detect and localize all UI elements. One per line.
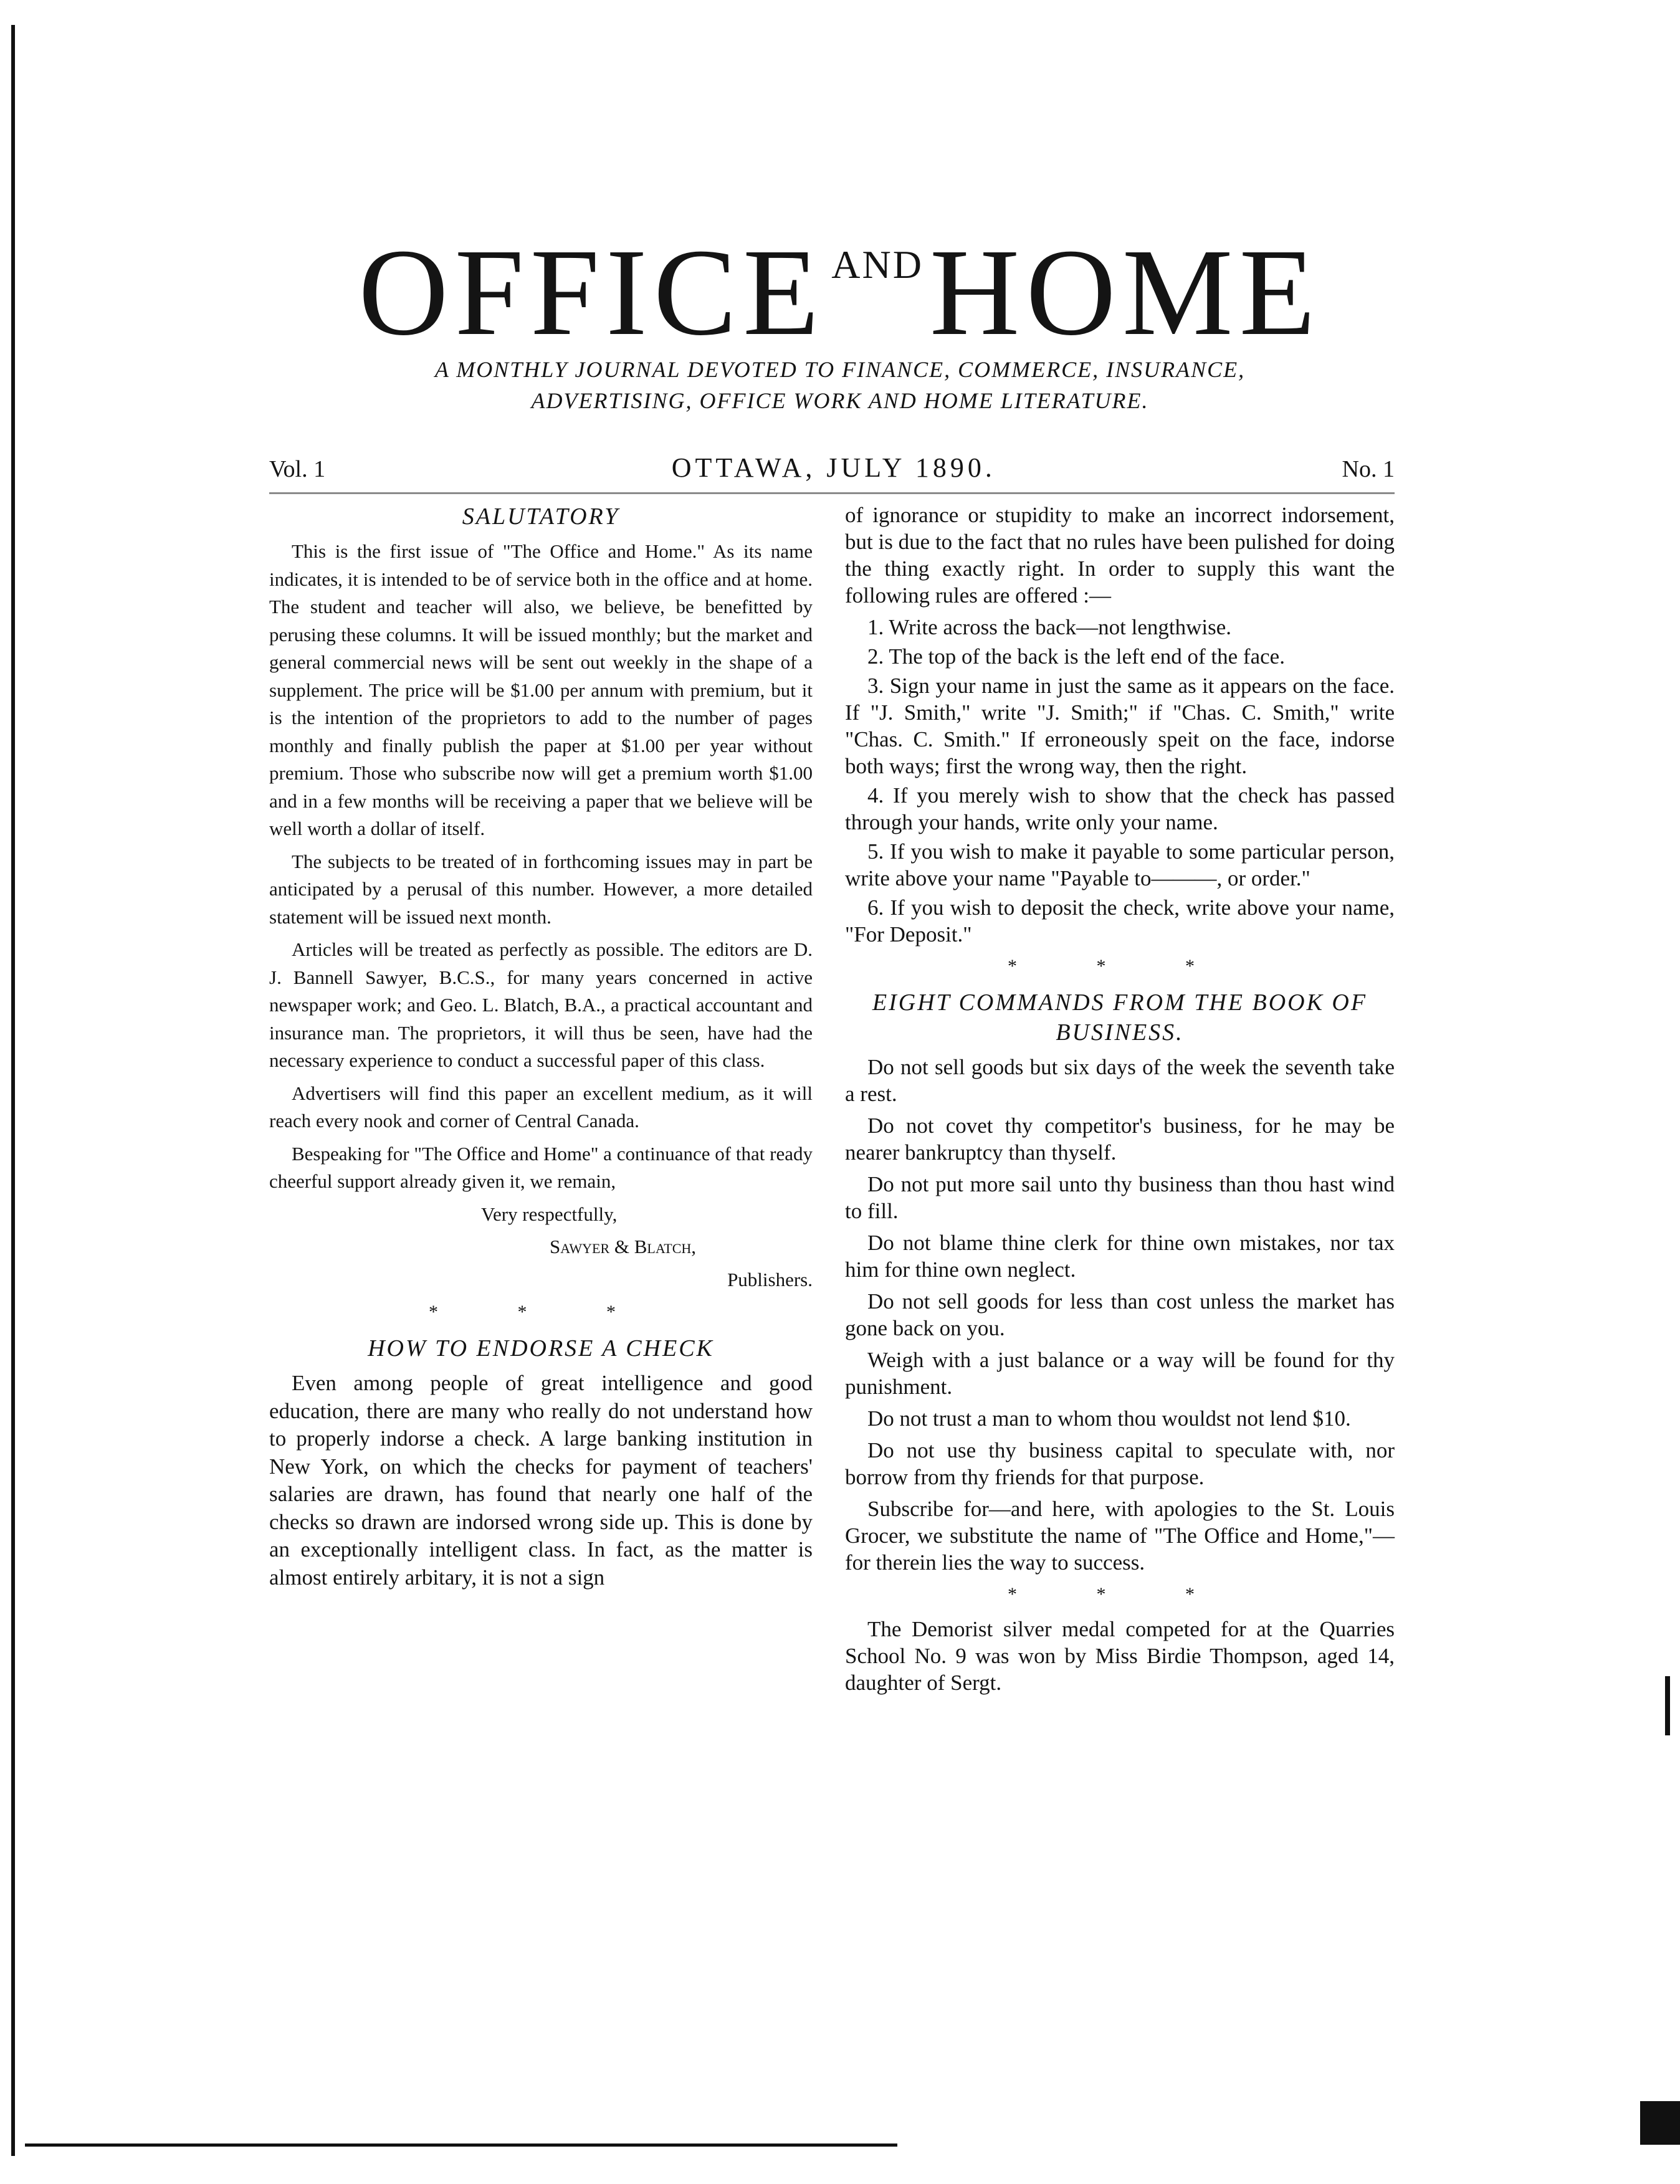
- issue-line: [269, 452, 1395, 484]
- section-separator: * * *: [429, 1302, 653, 1322]
- signature-title: Publishers.: [727, 1268, 813, 1290]
- command-4: Do not blame thine clerk for thine own mistakes, nor tax him for thine own neglect.: [845, 1231, 1395, 1282]
- number-label: No. 1: [1342, 456, 1395, 482]
- demorest-paragraph: The Demorist silver medal competed for at the Quarries School No. 9 was won by Miss Birdie Thompson, aged 14, daughter of Sergt.: [845, 1617, 1395, 1695]
- salutatory-paragraph-5: Bespeaking for "The Office and Home" a continuance of that ready cheerful support already given it, we remain,: [269, 1142, 813, 1192]
- scan-block-bottom-right: [1640, 2101, 1680, 2145]
- commands-heading: EIGHT COMMANDS FROM THE BOOK OF BUSINESS.: [872, 989, 1368, 1046]
- section-separator: * * *: [1008, 956, 1232, 976]
- title-office: OFFICE: [358, 224, 826, 361]
- signature-names: Sawyer & Blatch,: [550, 1236, 697, 1257]
- command-5: Do not sell goods for less than cost unless the market has gone back on you.: [845, 1289, 1395, 1340]
- subtitle-line-1: A MONTHLY JOURNAL DEVOTED TO FINANCE, COMMERCE, INSURANCE,: [434, 357, 1246, 382]
- endorse-rule-3: 3. Sign your name in just the same as it appears on the face. If "J. Smith," write "J. Smith;" if "Chas. C. Smith," write "Chas. C. Smith." If erroneously speit on the face, indorse both ways; first the wrong way, then the right.: [845, 674, 1395, 778]
- volume-label: Vol. 1: [269, 456, 326, 482]
- command-1: Do not sell goods but six days of the week the seventh take a rest.: [845, 1055, 1395, 1106]
- endorse-rule-1: 1. Write across the back—not lengthwise.: [867, 615, 1232, 639]
- command-8: Do not use thy business capital to speculate with, nor borrow from thy friends for that purpose.: [845, 1438, 1395, 1489]
- salutatory-paragraph-3: Articles will be treated as perfectly as possible. The editors are D. J. Bannell Sawyer, B.C.S., for many years concerned in active newspaper work; and Geo. L. Blatch, B.A., a practical accountant and insurance man. The proprietors, it will thus be seen, have had the necessary experience to conduct a successful paper of this class.: [269, 938, 813, 1071]
- section-separator: * * *: [1008, 1584, 1232, 1605]
- salutatory-paragraph-2: The subjects to be treated of in forthcoming issues may in part be anticipated by a perusal of this number. However, a more detailed statement will be issued next month.: [269, 850, 813, 928]
- endorse-paragraph-1: Even among people of great intelligence and good education, there are many who really do not understand how to properly indorse a check. A large banking institution in New York, on which the checks for payment of teachers' salaries are drawn, has found that nearly one half of the checks so drawn are indorsed wrong side up. This is done by an exceptionally intelligent class. In fact, as the matter is almost entirely arbitary, it is not a sign: [269, 1371, 813, 1590]
- column-left: [269, 502, 813, 1596]
- command-6: Weigh with a just balance or a way will be found for thy punishment.: [845, 1348, 1395, 1399]
- header-rule: [269, 492, 1395, 494]
- place-date: OTTAWA, JULY 1890.: [671, 452, 996, 483]
- endorse-rule-4: 4. If you merely wish to show that the check has passed through your hands, write only your name.: [845, 783, 1395, 834]
- command-9: Subscribe for—and here, with apologies to the St. Louis Grocer, we substitute the name of "The Office and Home,"—for therein lies the way to success.: [845, 1497, 1395, 1575]
- salutatory-paragraph-4: Advertisers will find this paper an excellent medium, as it will reach every nook and corner of Central Canada.: [269, 1082, 813, 1132]
- salutatory-paragraph-1: This is the first issue of "The Office and Home." As its name indicates, it is intended to be of service both in the office and at home. The student and teacher will also, we believe, be benefitted by perusing these columns. It will be issued monthly; but the market and general commercial news will be sent out weekly in the shape of a supplement. The price will be $1.00 per annum with premium, but it is the intention of the proprietors to add to the number of pages monthly and finally publish the paper at $1.00 per year without premium. Those who subscribe now will get a premium worth $1.00 and in a few months will be receiving a paper that we believe will be well worth a dollar of itself.: [269, 540, 813, 839]
- endorse-rules-list: [845, 614, 1395, 948]
- command-7: Do not trust a man to whom thou wouldst not lend $10.: [867, 1406, 1351, 1431]
- endorse-rule-5: 5. If you wish to make it payable to some particular person, write above your name "Payable to———, or order.": [845, 839, 1395, 890]
- command-2: Do not covet thy competitor's business, for he may be nearer bankruptcy than thyself.: [845, 1113, 1395, 1165]
- column-right: [845, 502, 1395, 1701]
- scan-mark-right: [1665, 1676, 1670, 1735]
- title-and: AND: [831, 242, 924, 287]
- subtitle-line-2: ADVERTISING, OFFICE WORK AND HOME LITERATURE.: [531, 388, 1149, 413]
- masthead-subtitle: [0, 354, 1680, 416]
- signature-closing: Very respectfully,: [481, 1203, 618, 1225]
- endorse-rule-2: 2. The top of the back is the left end of the face.: [867, 644, 1285, 669]
- salutatory-heading: SALUTATORY: [462, 503, 620, 530]
- title-home: HOME: [929, 224, 1322, 361]
- endorse-article: [269, 1333, 813, 1591]
- salutatory-article: [269, 502, 813, 1325]
- endorse-rule-6: 6. If you wish to deposit the check, write above your name, "For Deposit.": [845, 895, 1395, 947]
- endorse-heading: HOW TO ENDORSE A CHECK: [368, 1335, 714, 1361]
- scan-edge-bottom: [25, 2143, 897, 2147]
- command-3: Do not put more sail unto thy business than thou hast wind to fill.: [845, 1172, 1395, 1223]
- endorse-paragraph-continued: of ignorance or stupidity to make an incorrect indorsement, but is due to the fact that no rules have been pulished for doing the thing exactly right. In order to supply this want the following rules are offered :—: [845, 503, 1395, 608]
- masthead-title: [0, 224, 1680, 361]
